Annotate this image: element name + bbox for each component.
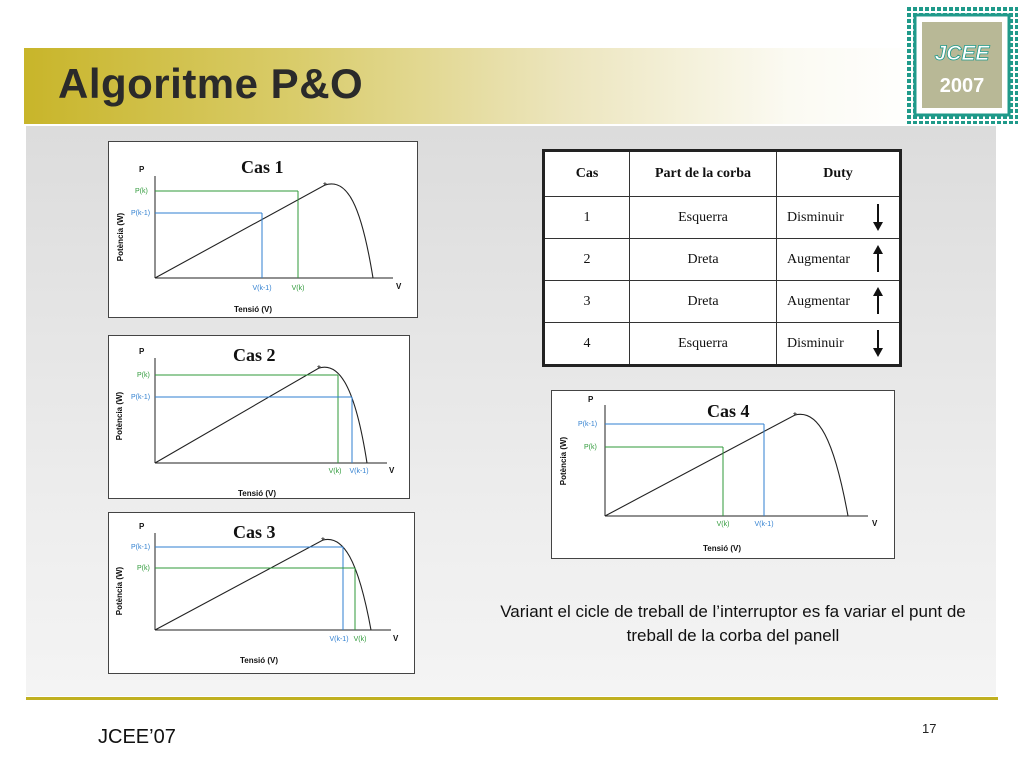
v-axis-label: V <box>396 282 402 291</box>
column-header-part: Part de la corba <box>630 151 777 197</box>
table-row <box>544 281 901 323</box>
p-axis-label: P <box>588 395 594 404</box>
table-row <box>544 197 901 239</box>
table-row <box>544 239 901 281</box>
chart-cas3 <box>108 512 415 674</box>
upper-power-label: P(k-1) <box>578 421 598 428</box>
logo-brand-text: JCEE <box>934 42 990 65</box>
duty-label: Disminuir <box>787 335 844 351</box>
cell-cas: 1 <box>544 197 630 239</box>
mpp-marker: * <box>793 411 797 422</box>
up-arrow-icon <box>871 286 885 316</box>
slide-title: Algoritme P&O <box>58 60 364 107</box>
upper-power-label: P(k) <box>137 372 150 379</box>
chart-title: Cas 1 <box>241 157 284 177</box>
y-axis-title: Potència (W) <box>116 212 125 262</box>
chart-title: Cas 3 <box>233 522 276 542</box>
chart-cas2 <box>108 335 410 499</box>
duty-label: Augmentar <box>787 293 850 309</box>
duty-label: Disminuir <box>787 209 844 225</box>
po-cases-table <box>542 149 902 367</box>
mpp-marker: * <box>317 364 321 375</box>
lower-power-label: P(k) <box>584 444 597 451</box>
x-axis-title: Tensió (V) <box>237 489 277 498</box>
y-axis-title: Potència (W) <box>559 436 568 486</box>
left-voltage-label: V(k) <box>328 468 342 475</box>
cell-cas: 2 <box>544 239 630 281</box>
chart-title: Cas 2 <box>233 345 276 365</box>
slide-caption: Variant el cicle de treball de l’interruptor es fa variar el punt de treball de la corba del panell <box>500 602 966 645</box>
cell-part: Dreta <box>630 239 777 281</box>
v-axis-label: V <box>389 466 395 475</box>
mpp-marker: * <box>323 181 327 192</box>
v-axis-label: V <box>872 519 878 528</box>
column-header-cas: Cas <box>544 151 630 197</box>
lower-power-label: P(k-1) <box>131 394 151 401</box>
right-voltage-label: V(k) <box>291 285 305 292</box>
table-row <box>544 323 901 366</box>
v-axis-label: V <box>393 634 399 643</box>
cell-cas: 3 <box>544 281 630 323</box>
pv-curve <box>605 414 848 516</box>
lower-power-label: P(k-1) <box>131 210 151 217</box>
left-voltage-label: V(k-1) <box>329 636 349 643</box>
chart-title: Cas 4 <box>707 401 750 421</box>
cell-duty <box>777 197 901 239</box>
cell-part: Dreta <box>630 281 777 323</box>
lower-power-label: P(k) <box>137 565 150 572</box>
pv-curve <box>155 367 367 463</box>
cell-part: Esquerra <box>630 197 777 239</box>
upper-power-label: P(k-1) <box>131 544 151 551</box>
p-axis-label: P <box>139 522 145 531</box>
x-axis-title: Tensió (V) <box>239 656 279 665</box>
footer-rule <box>26 697 998 700</box>
pv-curve <box>155 539 371 630</box>
page-number: 17 <box>922 721 937 736</box>
right-voltage-label: V(k-1) <box>349 468 369 475</box>
down-arrow-icon <box>871 328 885 358</box>
pv-curve <box>155 184 373 278</box>
jcee-logo <box>906 6 1018 124</box>
upper-power-label: P(k) <box>135 188 148 195</box>
cell-duty <box>777 323 901 366</box>
logo-year-text: 2007 <box>939 75 985 97</box>
column-header-duty: Duty <box>777 151 901 197</box>
y-axis-title: Potència (W) <box>115 566 124 616</box>
x-axis-title: Tensió (V) <box>702 544 742 553</box>
mpp-marker: * <box>321 536 325 547</box>
cell-cas: 4 <box>544 323 630 366</box>
cell-part: Esquerra <box>630 323 777 366</box>
chart-cas1 <box>108 141 418 318</box>
duty-label: Augmentar <box>787 251 850 267</box>
chart-cas4 <box>551 390 895 559</box>
cell-duty <box>777 281 901 323</box>
left-voltage-label: V(k) <box>716 521 730 528</box>
right-voltage-label: V(k) <box>353 636 367 643</box>
table-header-row <box>544 151 901 197</box>
cell-duty <box>777 239 901 281</box>
up-arrow-icon <box>871 244 885 274</box>
x-axis-title: Tensió (V) <box>233 305 273 314</box>
down-arrow-icon <box>871 202 885 232</box>
footer-text: JCEE’07 <box>98 726 176 748</box>
y-axis-title: Potència (W) <box>115 391 124 441</box>
left-voltage-label: V(k-1) <box>252 285 272 292</box>
p-axis-label: P <box>139 165 145 174</box>
p-axis-label: P <box>139 347 145 356</box>
right-voltage-label: V(k-1) <box>754 521 774 528</box>
